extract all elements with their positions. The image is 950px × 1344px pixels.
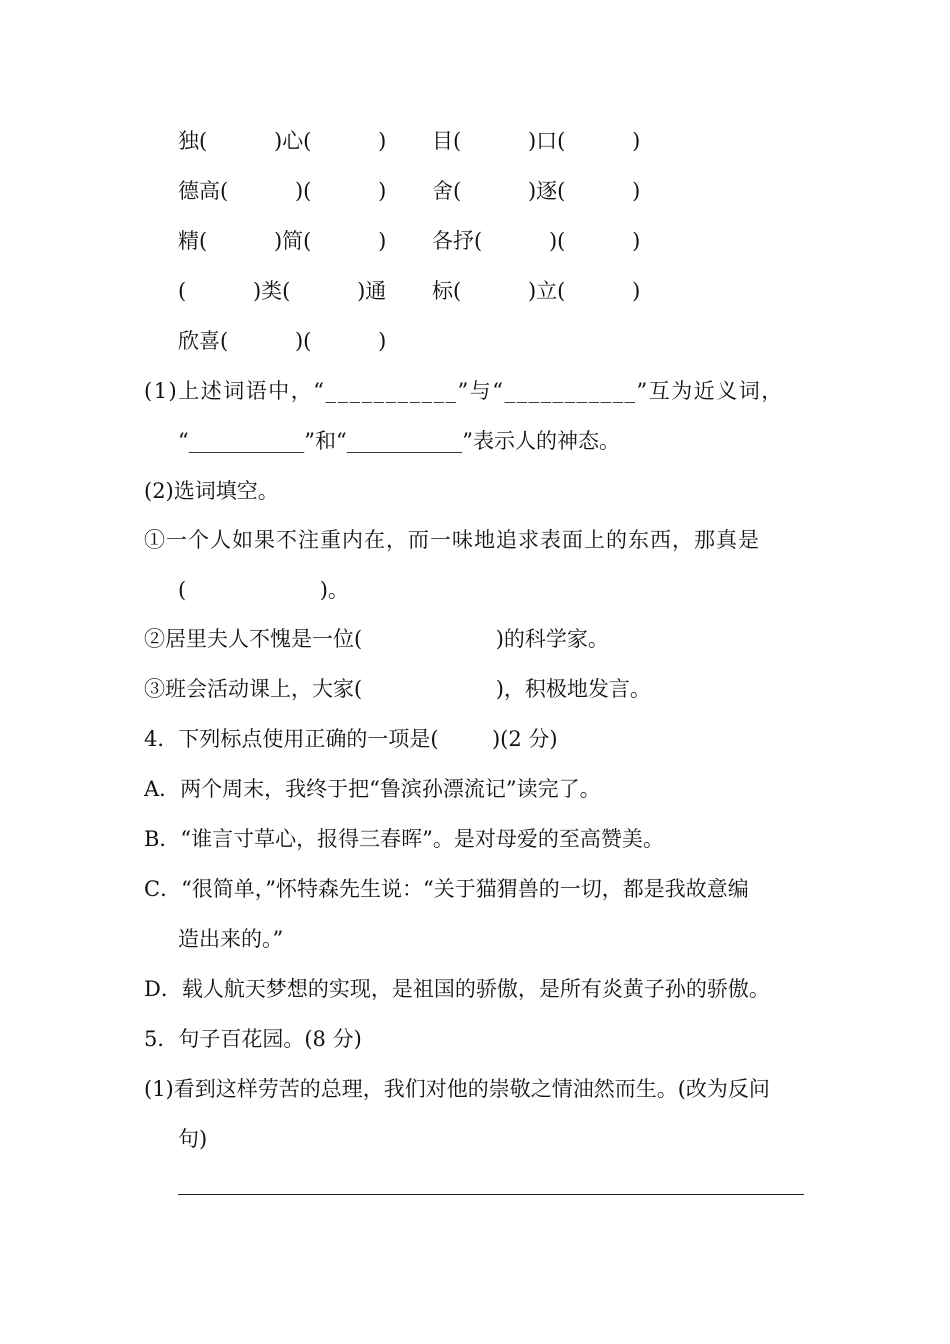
idiom-row-4-right: 标( )立( ) (432, 279, 641, 303)
idiom-row-5-left: 欣喜( )( ) (178, 329, 387, 353)
q3-sentence-2: ②居里夫人不愧是一位( )的科学家。 (144, 627, 609, 651)
idiom-row-3-right: 各抒( )( ) (432, 229, 641, 253)
q3-sub1-line2: “___________”和“___________”表示人的神态。 (178, 429, 620, 453)
q4-option-d: D．载人航天梦想的实现，是祖国的骄傲，是所有炎黄子孙的骄傲。 (144, 977, 770, 1001)
q4-option-a: A．两个周末，我终于把“鲁滨孙漂流记”读完了。 (144, 777, 601, 801)
q4-option-b: B．“谁言寸草心，报得三春晖”。是对母爱的至高赞美。 (144, 827, 664, 851)
q3-sentence-1-line2: ( )。 (178, 578, 349, 602)
q4-stem: 4．下列标点使用正确的一项是( )(2 分) (144, 727, 558, 751)
idiom-row-4-left: ( )类( )通 (178, 279, 387, 303)
idiom-row-1-right: 目( )口( ) (432, 129, 641, 153)
q5-sub1-line2: 句) (178, 1127, 208, 1151)
q4-option-c-line1: C．“很简单，”怀特森先生说：“关于猫猬兽的一切，都是我故意编 (144, 877, 749, 901)
idiom-row-2-left: 德高( )( ) (178, 179, 387, 203)
q4-option-c-line2: 造出来的。” (178, 927, 284, 951)
q5-sub1-line1: (1)看到这样劳苦的总理，我们对他的崇敬之情油然而生。(改为反问 (144, 1077, 770, 1101)
idiom-row-3-left: 精( )简( ) (178, 229, 387, 253)
q3-sub2-heading: (2)选词填空。 (144, 479, 279, 503)
answer-line[interactable] (178, 1194, 804, 1195)
q3-sentence-1-line1: ①一个人如果不注重内在，而一味地追求表面上的东西，那真是 (144, 528, 760, 552)
q3-sentence-3: ③班会活动课上，大家( )，积极地发言。 (144, 677, 651, 701)
idiom-row-2-right: 舍( )逐( ) (432, 179, 641, 203)
q3-sub1-line1: (1)上述词语中，“___________”与“___________”互为近义词， (144, 379, 784, 403)
idiom-row-1-left: 独( )心( ) (178, 129, 387, 153)
q5-stem: 5．句子百花园。(8 分) (144, 1027, 362, 1051)
